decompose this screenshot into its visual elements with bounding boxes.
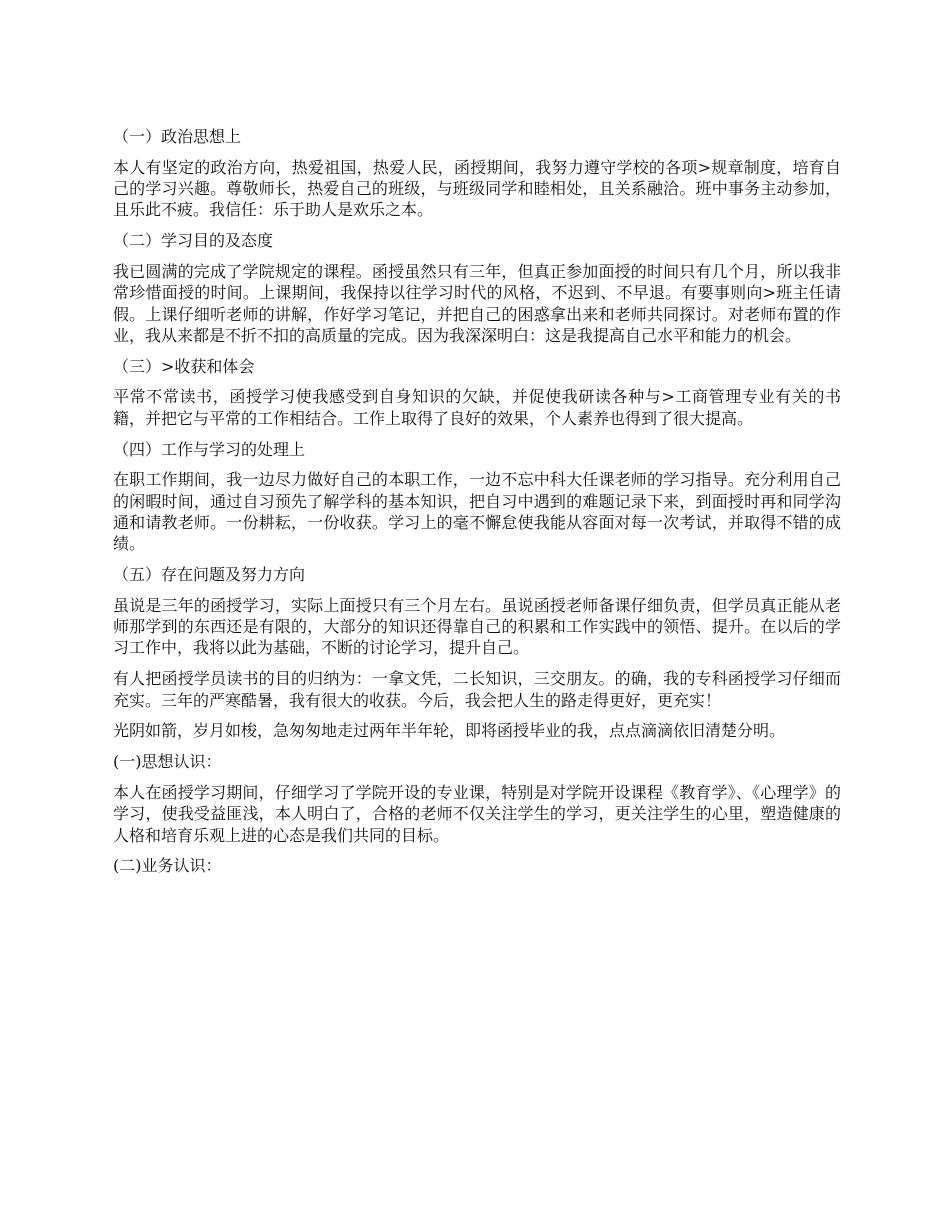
section-heading-gains: （三）>收获和体会 <box>113 356 255 376</box>
paragraph-gains: 平常不常读书，函授学习使我感受到自身知识的欠缺，并促使我研读各种与>工商管理专业有关的书籍，并把它与平常的工作相结合。工作上取得了良好的效果，个人素养也得到了很大提高。 <box>113 387 841 428</box>
section-heading-work-study: （四）工作与学习的处理上 <box>113 439 306 459</box>
section-heading-problems: （五）存在问题及努力方向 <box>113 565 306 585</box>
paragraph-problems: 虽说是三年的函授学习，实际上面授只有三个月左右。虽说函授老师备课仔细负责，但学员真正能从老师那学到的东西还是有限的，大部分的知识还得靠自己的积累和工作实践中的领悟、提升。在以后的学习工作中，我将以此为基础，不断的讨论学习，提升自己。 <box>113 595 841 658</box>
section-heading-business: (二)业务认识： <box>113 856 222 876</box>
paragraph-purpose: 有人把函授学员读书的目的归纳为：一拿文凭，二长知识，三交朋友。的确，我的专科函授学习仔细而充实。三年的严寒酷暑，我有很大的收获。今后，我会把人生的路走得更好，更充实！ <box>113 669 841 710</box>
paragraph-time: 光阴如箭，岁月如梭，急匆匆地走过两年半年轮，即将函授毕业的我，点点滴滴依旧清楚分明。 <box>113 721 786 741</box>
paragraph-work-study: 在职工作期间，我一边尽力做好自己的本职工作，一边不忘中科大任课老师的学习指导。充分利用自己的闲暇时间，通过自习预先了解学科的基本知识，把自习中遇到的难题记录下来，到面授时再和同学沟通和请教老师。一份耕耘，一份收获。学习上的毫不懈怠使我能从容面对每一次考试，并取得不错的成绩。 <box>113 470 841 554</box>
section-heading-study-attitude: （二）学习目的及态度 <box>113 231 274 251</box>
paragraph-thought: 本人在函授学习期间，仔细学习了学院开设的专业课，特别是对学院开设课程《教育学》、《心理学》的学习，使我受益匪浅，本人明白了，合格的老师不仅关注学生的学习，更关注学生的心里，塑造健康的人格和培育乐观上进的心态是我们共同的目标。 <box>113 782 841 845</box>
section-heading-politics: （一）政治思想上 <box>113 127 242 146</box>
section-heading-thought: (一)思想认识： <box>113 752 222 772</box>
paragraph-study-attitude: 我已圆满的完成了学院规定的课程。函授虽然只有三年，但真正参加面授的时间只有几个月，所以我非常珍惜面授的时间。上课期间，我保持以往学习时代的风格，不迟到、不早退。有要事则向>班主任请假。上课仔细听老师的讲解，作好学习笔记，并把自己的困惑拿出来和老师共同探讨。对老师布置的作业，我从来都是不折不扣的高质量的完成。因为我深深明白：这是我提高自己水平和能力的机会。 <box>113 261 841 345</box>
paragraph-politics: 本人有坚定的政治方向，热爱祖国，热爱人民，函授期间，我努力遵守学校的各项>规章制度，培育自己的学习兴趣。尊敬师长，热爱自己的班级，与班级同学和睦相处，且关系融洽。班中事务主动参加，且乐此不疲。我信任：乐于助人是欢乐之本。 <box>113 157 841 220</box>
document-body <box>113 126 841 886</box>
